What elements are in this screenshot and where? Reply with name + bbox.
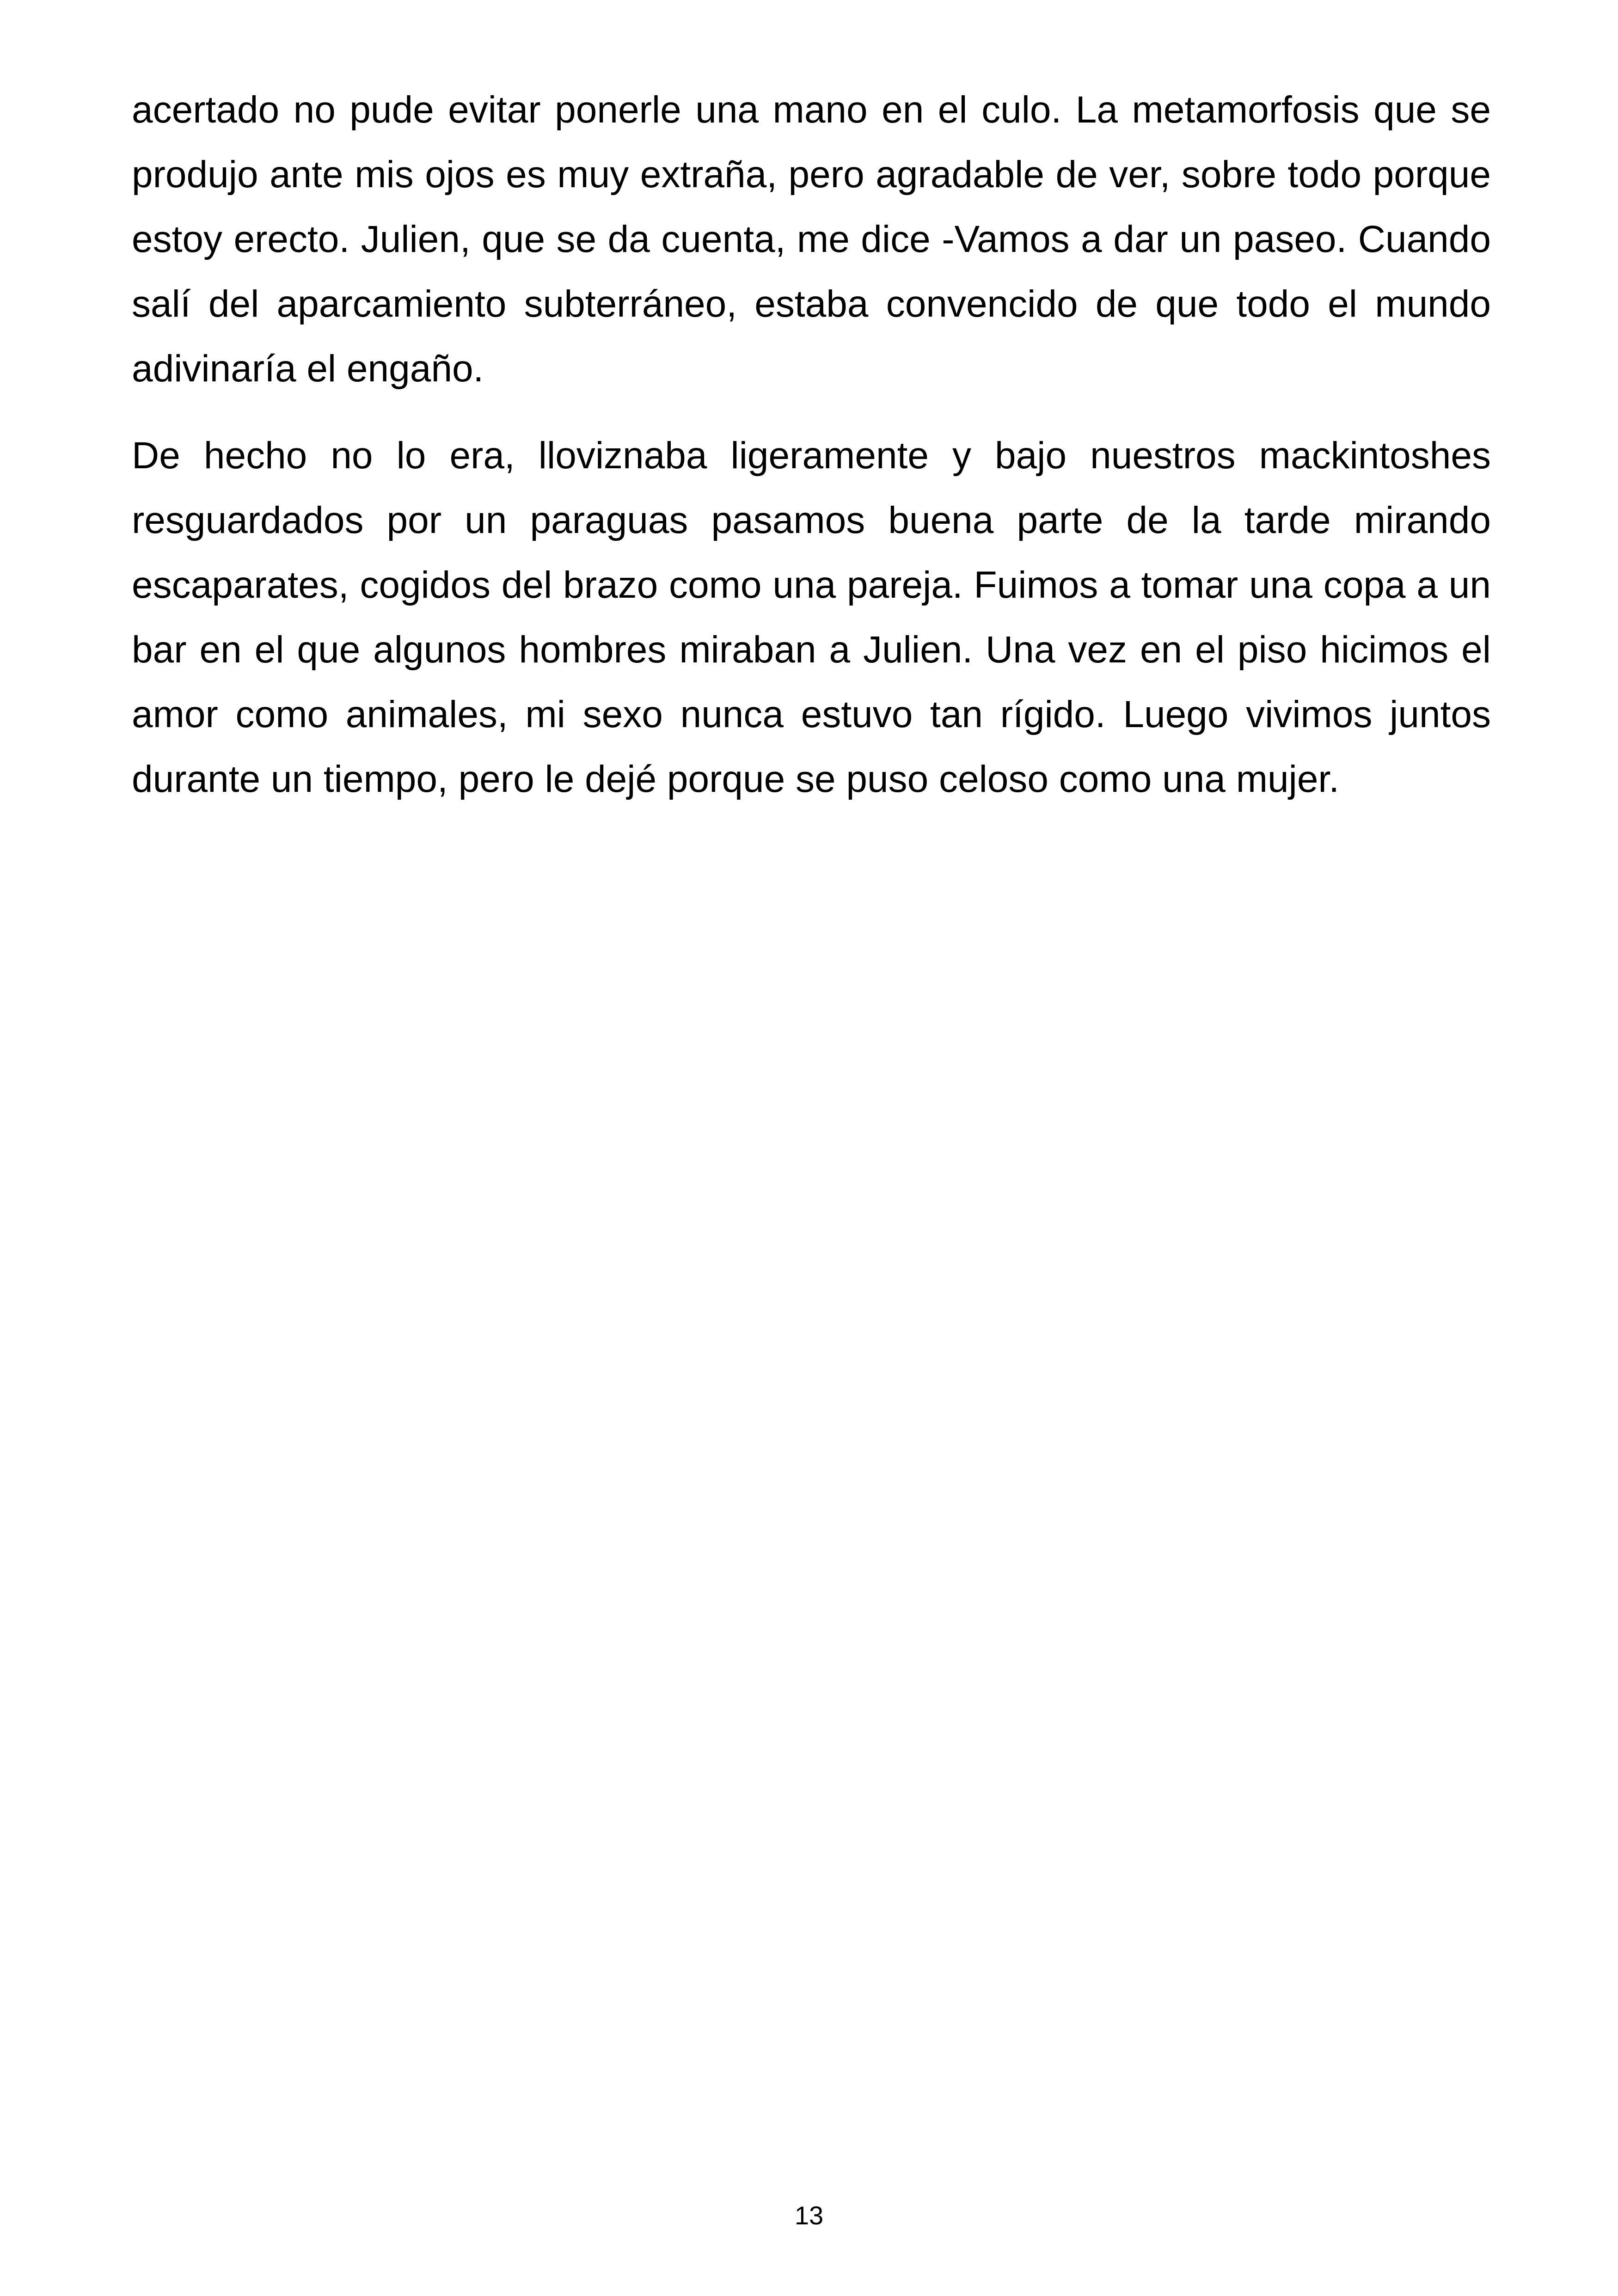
paragraph-2: De hecho no lo era, lloviznaba ligeramente y bajo nuestros mackintoshes resguardados por un paraguas pasamos buena parte de la tarde mirando escaparates, cogidos del brazo como una pareja. Fuimos a tomar una copa a un bar en el que algunos hombres miraban a Julien. Una vez en el piso hicimos el amor como animales, mi sexo nunca estuvo tan rígido. Luego vivimos juntos durante un tiempo, pero le dejé porque se puso celoso como una mujer. — [132, 435, 1491, 800]
body-text — [132, 78, 1491, 834]
paragraph-1: acertado no pude evitar ponerle una mano en el culo. La metamorfosis que se produjo ante mis ojos es muy extraña, pero agradable de ver, sobre todo porque estoy erecto. Julien, que se da cuenta, me dice -Vamos a dar un paseo. Cuando salí del aparcamiento subterráneo, estaba convencido de que todo el mundo adivinaría el engaño. — [132, 89, 1491, 390]
page-number: 13 — [794, 2201, 824, 2230]
